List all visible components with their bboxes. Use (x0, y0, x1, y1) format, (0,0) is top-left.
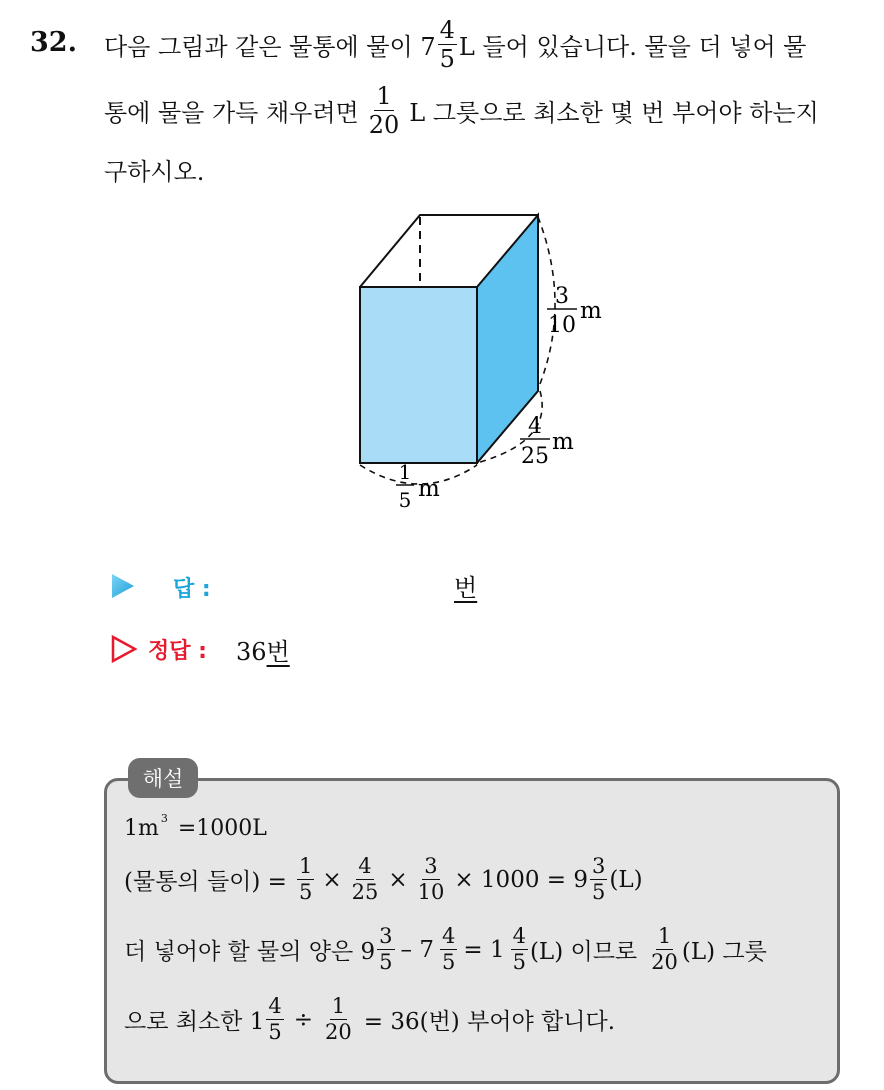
width-unit: m (418, 476, 440, 502)
depth-num: 4 (528, 414, 542, 439)
question-number: 32. (30, 27, 77, 58)
depth-den: 25 (521, 444, 549, 469)
water-tank-figure (340, 205, 630, 525)
fraction: $\frac{1}{5}$ (298, 854, 313, 904)
width-den: 5 (398, 488, 412, 512)
question-text: 다음 그림과 같은 물통에 물이 7 (104, 33, 436, 61)
question-line-2 (104, 84, 819, 137)
width-num: 1 (398, 460, 412, 484)
question-text: 구하시오. (104, 158, 205, 186)
fraction: $\frac{3}{5}$ (592, 854, 606, 904)
height-arc (538, 217, 555, 389)
fraction: $\frac{3}{5}$ (379, 924, 393, 974)
explanation-line-4: 으로 최소한 1 $\frac{4}{5}$ ÷ $\frac{1}{20}$ = 36(번) 부어야 합니다. (124, 994, 616, 1044)
explanation-line-2: (물통의 들이) = $\frac{1}{5}$ × $\frac{4}{25}$ × $\frac{3}{10}$ × 1000 = 9 $\frac{3}{5}$ (L) (124, 854, 643, 904)
question-line-1 (104, 18, 806, 71)
correct-unit: 번 (266, 638, 290, 666)
fraction: $\frac{4}{5}$ (439, 16, 455, 73)
height-den: 10 (548, 313, 576, 338)
explanation-line-1: 1m 3 =1000L (124, 812, 267, 841)
fraction: $\frac{1}{20}$ (651, 924, 678, 974)
fraction: $\frac{3}{10}$ (417, 854, 445, 904)
fraction: $\frac{4}{25}$ (351, 854, 379, 904)
fraction: $\frac{1}{20}$ (368, 82, 400, 139)
question-text: 통에 물을 가득 채우려면 (104, 99, 359, 127)
fraction: $\frac{4}{5}$ (441, 924, 456, 974)
explanation-line-3: 더 넣어야 할 물의 양은 9 $\frac{3}{5}$ – 7 $\frac{4}{5}$ = 1 $\frac{4}{5}$ (L) 이므로 $\frac{1}{20}$ (L) 그릇 (124, 924, 767, 974)
correct-answer (236, 632, 290, 667)
height-unit: m (580, 298, 602, 324)
height-num: 3 (555, 284, 569, 309)
correct-value: 36 (236, 638, 267, 666)
correct-label: 정답 : (148, 639, 207, 664)
question-text: L 그릇으로 최소한 몇 번 부어야 하는지 (409, 99, 819, 127)
answer-label: 답 : (173, 577, 211, 602)
tank-front-face (360, 287, 477, 463)
fraction: $\frac{4}{5}$ (512, 924, 526, 974)
answer-triangle-icon (110, 572, 136, 600)
question-text: L 들어 있습니다. 물을 더 넣어 물 (458, 33, 807, 61)
fraction: $\frac{4}{5}$ (268, 994, 282, 1044)
depth-unit: m (552, 429, 574, 455)
fraction: $\frac{1}{20}$ (325, 994, 352, 1044)
correct-triangle-icon (110, 634, 138, 664)
answer-input[interactable] (228, 566, 452, 602)
answer-unit: 번 (454, 574, 478, 602)
explanation-tag: 해설 (128, 758, 198, 798)
question-line-3 (104, 152, 204, 187)
